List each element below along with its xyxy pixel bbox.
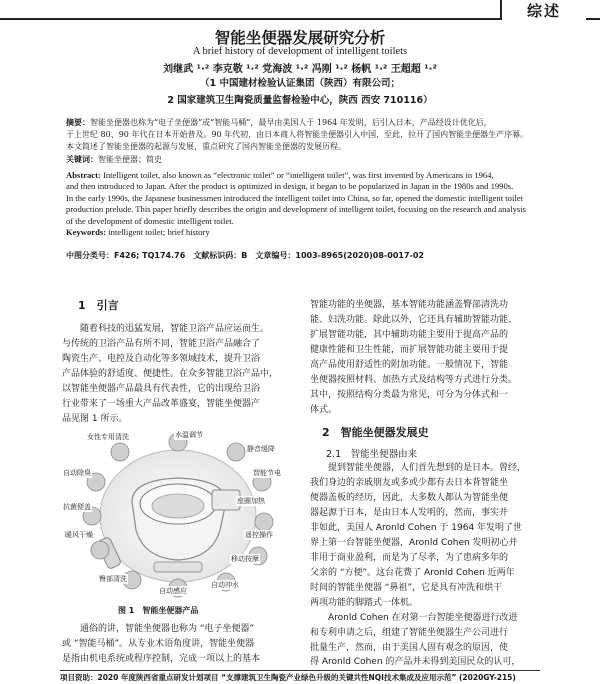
classification-line: 中图分类号：F426; TQ174.76 文献标识码：B 文章编号：1003-8965(2020)08-0017-02 xyxy=(66,251,424,260)
left-bottom-body xyxy=(62,622,298,667)
body-line: 产品体验的舒适度、便捷性。在众多智能卫浴产品中， xyxy=(62,369,279,379)
body-line: 我们身边的亲戚朋友或多或少都有去日本背智能坐 xyxy=(310,478,509,488)
page-title: 智能坐便器发展研究分析 xyxy=(214,29,386,47)
footnote: 项目资助：2020 年度陕西省重点研发计划项目 “支撑建筑卫生陶瓷产业绿色升级的关键共性NQI技术集成及应用示范” (2020GY-215) xyxy=(60,673,516,682)
abstract-cn-line: 本文简述了智能坐便器的起源与发展，重点研究了国内智能坐便器的发展历程。 xyxy=(66,142,346,151)
body-line: 品见图 1 所示。 xyxy=(62,414,128,424)
body-line: 陶瓷生产、电控及自动化等多领域技术，提升卫浴 xyxy=(62,354,261,364)
fig-label: 暖风干燥 xyxy=(65,531,93,539)
body-line: 扩展智能功能，其中辅助功能主要用于提高产品的 xyxy=(310,330,509,340)
abstract-cn-line: 智能坐便器也称为“电子坐便器”或“智能马桶”，最早由美国人于 1964 年发明，后引入日本，产品经设计优化后， xyxy=(90,118,492,127)
body-line: 健康性能和卫生性能，而扩展智能功能主要用于提 xyxy=(310,345,509,355)
fig-label: 遥控操作 xyxy=(245,531,273,539)
body-line: 或 “智能马桶”。从专业术语角度讲，智能坐便器 xyxy=(62,639,255,649)
body-line: 通俗的讲，智能坐便器也称为 “电子坐便器” xyxy=(80,624,255,634)
fig-label: 静音缓降 xyxy=(247,445,275,453)
fig-label: 智能节电 xyxy=(253,469,281,477)
fig-label: 臀部清洗 xyxy=(99,575,127,583)
body-line: 随着科技的迅猛发展，智能卫浴产品应运而生。 xyxy=(80,324,270,334)
body-line: 能、妇洗功能。除此以外，它还具有辅助智能功能、 xyxy=(310,315,518,325)
body-line: 和专利申请之后，组建了智能坐便器生产公司进行 xyxy=(310,628,509,638)
fig-label: 抗菌便盖 xyxy=(63,503,91,511)
section-2-last-line: 得 Aronld Cohen 的产品并未得到美国民众的认可， xyxy=(310,657,521,667)
abstract-en-line: In the early 1990s, the Japanese businessmen introduced the intelligent toilet into China, so far, opened the domestic intelligent toilet xyxy=(66,192,523,203)
english-title: A brief history of development of intelligent toilets xyxy=(192,46,408,57)
abstract-en-line: of the development of domestic intelligent toilet. xyxy=(66,215,234,226)
fig-label: 移动按摩 xyxy=(231,555,259,563)
body-line: 批量生产，然而，由于美国人固有观念的原因，使 xyxy=(310,643,509,653)
body-line: 体式。 xyxy=(310,405,338,415)
fig-label: 女性专用清洗 xyxy=(87,433,129,441)
authors: 刘继武 ¹·² 李克敬 ¹·² 党海波 ¹·² 冯刚 ¹·² 杨帆 ¹·² 王超超 ¹·² xyxy=(163,64,437,75)
abstract-en-line: Intelligent toilet, also known as “electronic toilet” or “intelligent toilet”, was first invented by Americans in 1964, xyxy=(103,170,494,180)
fig-label: 水温调节 xyxy=(175,431,203,439)
section-badge: 综述 xyxy=(500,0,586,20)
section-2-body xyxy=(310,461,542,656)
body-line: 行业带来了一场重大产品改革盛宴，智能坐便器产 xyxy=(62,399,261,409)
section-2-1-heading: 2.1 智能坐便器由来 xyxy=(326,449,418,460)
section-2-heading: 2 智能坐便器发展史 xyxy=(322,426,429,439)
body-line: 坐便器按照材料、加热方式及结构等方式进行分类。 xyxy=(310,375,518,385)
figure-1 xyxy=(62,430,294,600)
body-line: 智能功能的坐便器，基本智能功能涵盖臀部清洗功 xyxy=(310,300,509,310)
body-line: 非用于商业盈利，而是为了尽孝，为了患病多年的 xyxy=(310,553,509,563)
keywords-cn-label: 关键词： xyxy=(66,154,98,164)
figure-caption: 图 1 智能坐便器产品 xyxy=(118,606,199,615)
body-line: 其中，按照结构分类最为常见，可分为分体式和一 xyxy=(310,390,509,400)
body-line: 非如此，美国人 Aronld Cohen 于 1964 年发明了世 xyxy=(310,523,523,533)
smart-toilet-illustration xyxy=(62,430,294,600)
abstract-en-line: production prelude. This paper briefly describes the origin and development of intelligent toilet, focusing on the research and analysis xyxy=(66,204,526,215)
abstract-cn xyxy=(66,116,540,166)
body-line: Aronld Cohen 在对第一台智能坐便器进行改进 xyxy=(328,613,518,623)
affiliation-2: 2 国家建筑卫生陶瓷质量监督检验中心，陕西 西安 710116） xyxy=(167,95,433,106)
right-top-body xyxy=(310,298,542,418)
abstract-cn-line: 于上世纪 80、90 年代在日本开始普及。90 年代初，由日本商人将智能坐便器引入中国，至此，拉开了国内智能坐便器生产序幕。 xyxy=(66,130,529,139)
section-1-body xyxy=(62,322,292,427)
body-line: 时间的智能坐便器 “鼻祖”，它是具有冲洗和烘干 xyxy=(310,583,503,593)
body-line: 高产品使用舒适性的附加功能。一般情况下，智能 xyxy=(310,360,509,370)
abstract-en-label: Abstract: xyxy=(66,170,101,180)
fig-label: 自动除臭 xyxy=(63,469,91,477)
keywords-en-label: Keywords: xyxy=(66,227,107,238)
body-line: 父亲的 “方便”。这台花费了 Aronld Cohen 近两年 xyxy=(310,568,515,578)
body-line: 以智能坐便器产品最具有代表性，它的出现给卫浴 xyxy=(62,384,261,394)
keywords-en: intelligent toilet; brief history xyxy=(108,227,210,238)
body-line: 器起源于日本，是由日本人发明的，然而，事实并 xyxy=(310,508,509,518)
body-line: 提到智能坐便器，人们首先想到的是日本。曾经， xyxy=(328,463,527,473)
section-1-heading: 1 引言 xyxy=(78,299,119,312)
body-line: 是指由机电系统或程序控制，完成一项以上的基本 xyxy=(62,654,261,664)
footnote-rule xyxy=(60,670,540,671)
abstract-en-line: and then introduced to Japan. After the product is optimized in design, it began to be popularized in Japan in the 1980s and 1990s. xyxy=(66,181,514,192)
abstract-cn-label: 摘要： xyxy=(66,117,90,127)
fig-label: 自动感应 xyxy=(159,587,187,595)
body-line: 便器盖板的经历，因此，大多数人都认为智能坐便 xyxy=(310,493,509,503)
body-line: 两项功能的脚踏式一体机。 xyxy=(310,598,419,608)
fig-label: 座圈加热 xyxy=(237,497,265,505)
fig-label: 自动冲水 xyxy=(211,581,239,589)
keywords-cn: 智能坐便器；简史 xyxy=(98,155,162,164)
body-line: 界上第一台智能坐便器，Aronld Cohen 发明初心并 xyxy=(310,538,518,548)
affiliation-1: （1 中国建材检验认证集团（陕西）有限公司； xyxy=(200,78,400,89)
body-line: 与传统的卫浴产品有所不同，智能卫浴产品融合了 xyxy=(62,339,261,349)
abstract-en xyxy=(66,170,540,238)
